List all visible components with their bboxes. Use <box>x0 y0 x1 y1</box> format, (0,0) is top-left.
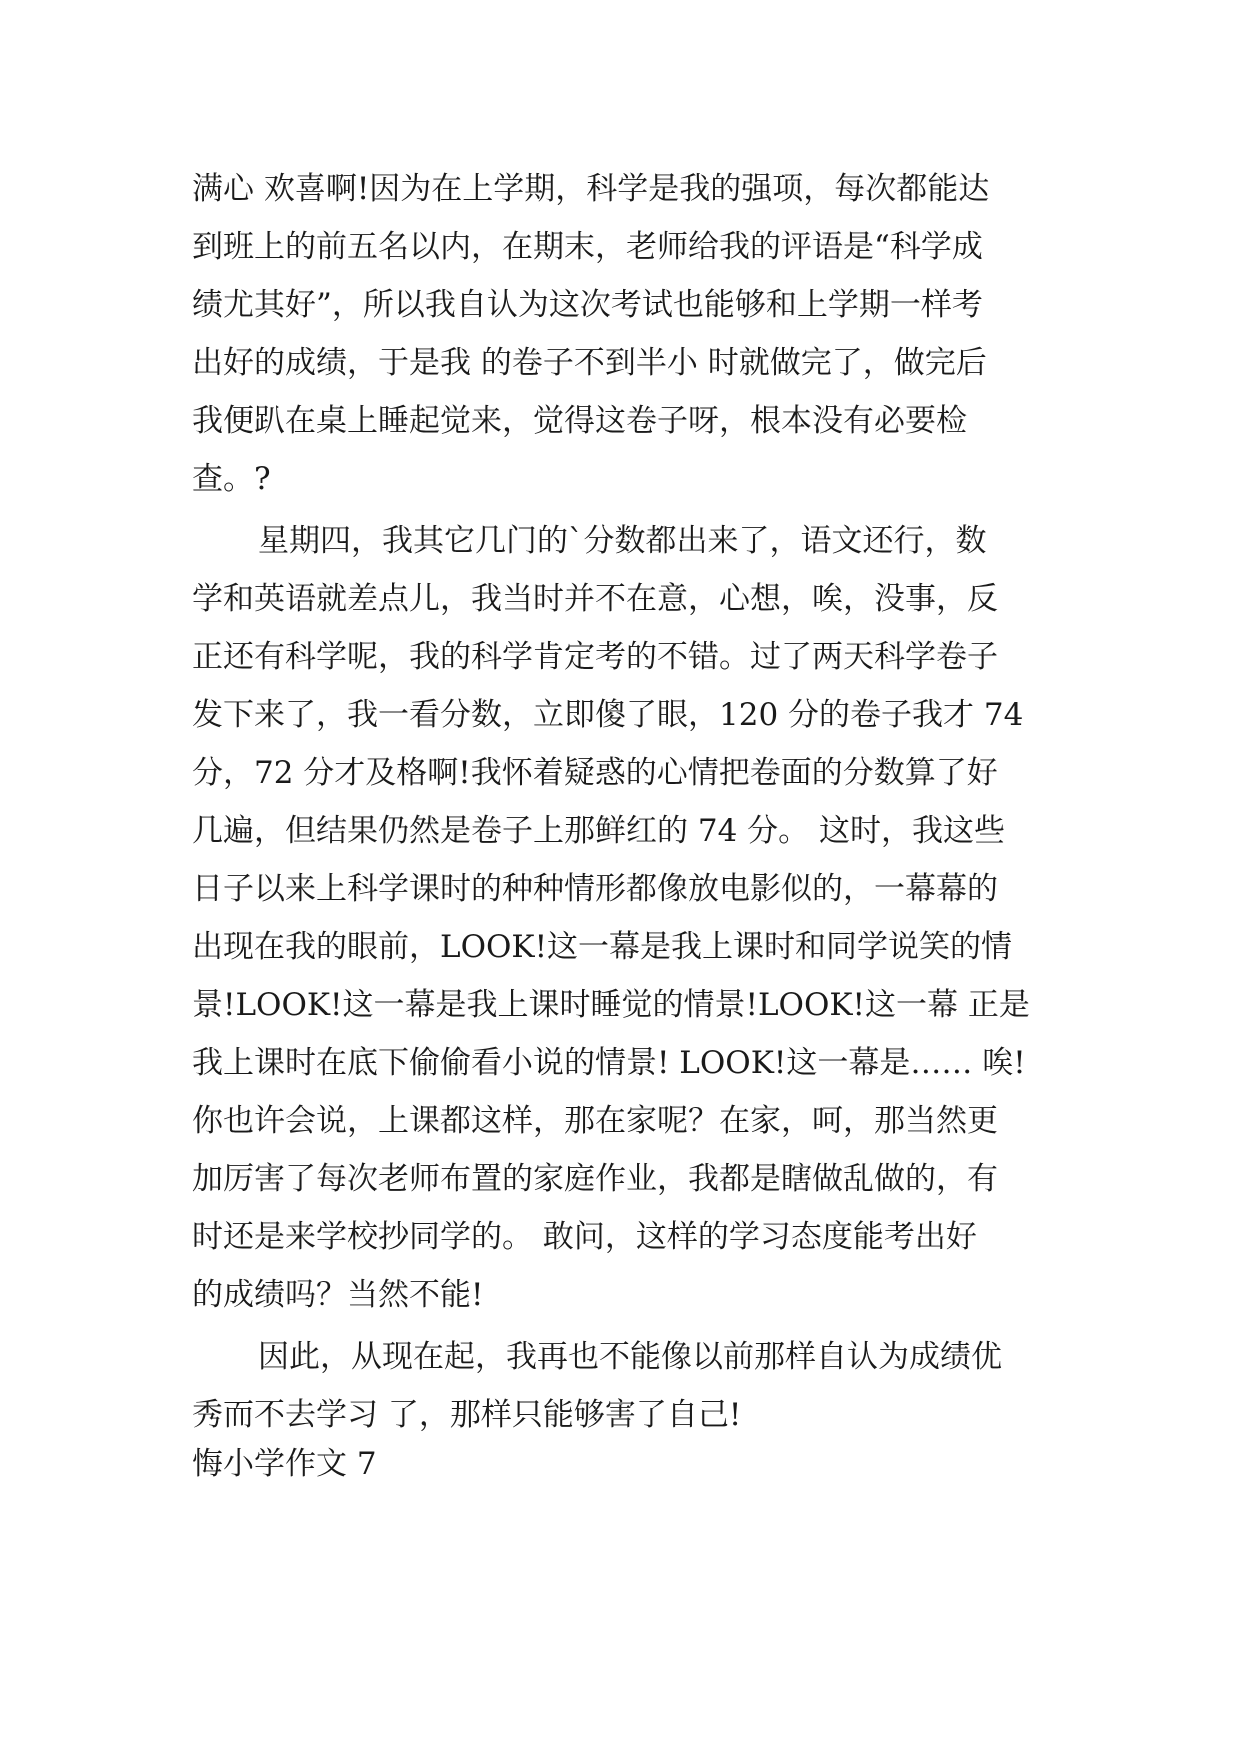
text-line: 你也许会说，上课都这样，那在家呢？在家，呵，那当然更 <box>192 1103 998 1139</box>
text-line: 绩尤其好”，所以我自认为这次考试也能够和上学期一样考 <box>192 287 983 323</box>
text-line: 秀而不去学习 了，那样只能够害了自己! <box>192 1397 742 1433</box>
document-body <box>192 160 1052 1444</box>
text-line: 学和英语就差点儿，我当时并不在意，心想，唉，没事，反 <box>192 581 998 617</box>
text-line: 分，72 分才及格啊!我怀着疑惑的心情把卷面的分数算了好 <box>192 755 998 791</box>
text-line: 出现在我的眼前，LOOK!这一幕是我上课时和同学说笑的情 <box>192 929 1013 965</box>
text-line: 满心 欢喜啊!因为在上学期，科学是我的强项，每次都能达 <box>192 171 990 207</box>
text-line: 我便趴在桌上睡起觉来，觉得这卷子呀，根本没有必要检 <box>192 403 967 439</box>
text-line: 发下来了，我一看分数，立即傻了眼，120 分的卷子我才 74 <box>192 697 1024 733</box>
text-line: 加厉害了每次老师布置的家庭作业，我都是瞎做乱做的，有 <box>192 1161 998 1197</box>
text-line: 正还有科学呢，我的科学肯定考的不错。过了两天科学卷子 <box>192 639 998 675</box>
text-line: 日子以来上科学课时的种种情形都像放电影似的，一幕幕的 <box>192 871 998 907</box>
section-heading: 悔小学作文 7 <box>192 1446 377 1482</box>
text-line: 到班上的前五名以内，在期末，老师给我的评语是“科学成 <box>192 229 983 265</box>
text-line: 查。? <box>192 461 271 497</box>
text-line: 出好的成绩，于是我 的卷子不到半小 时就做完了，做完后 <box>192 345 987 381</box>
text-line: 因此，从现在起，我再也不能像以前那样自认为成绩优 <box>258 1339 1002 1375</box>
paragraph-1 <box>192 160 1052 508</box>
text-line: 景!LOOK!这一幕是我上课时睡觉的情景!LOOK!这一幕 正是 <box>192 987 1030 1023</box>
text-line: 我上课时在底下偷偷看小说的情景! LOOK!这一幕是…… 唉! <box>192 1045 1026 1081</box>
paragraph-3 <box>192 1328 1052 1444</box>
text-line: 时还是来学校抄同学的。 敢问，这样的学习态度能考出好 <box>192 1219 977 1255</box>
paragraph-2 <box>192 512 1052 1324</box>
text-line: 的成绩吗？当然不能! <box>192 1277 484 1313</box>
text-line: 几遍，但结果仍然是卷子上那鲜红的 74 分。 这时，我这些 <box>192 813 1006 849</box>
text-line: 星期四，我其它几门的`分数都出来了，语文还行，数 <box>258 523 987 559</box>
